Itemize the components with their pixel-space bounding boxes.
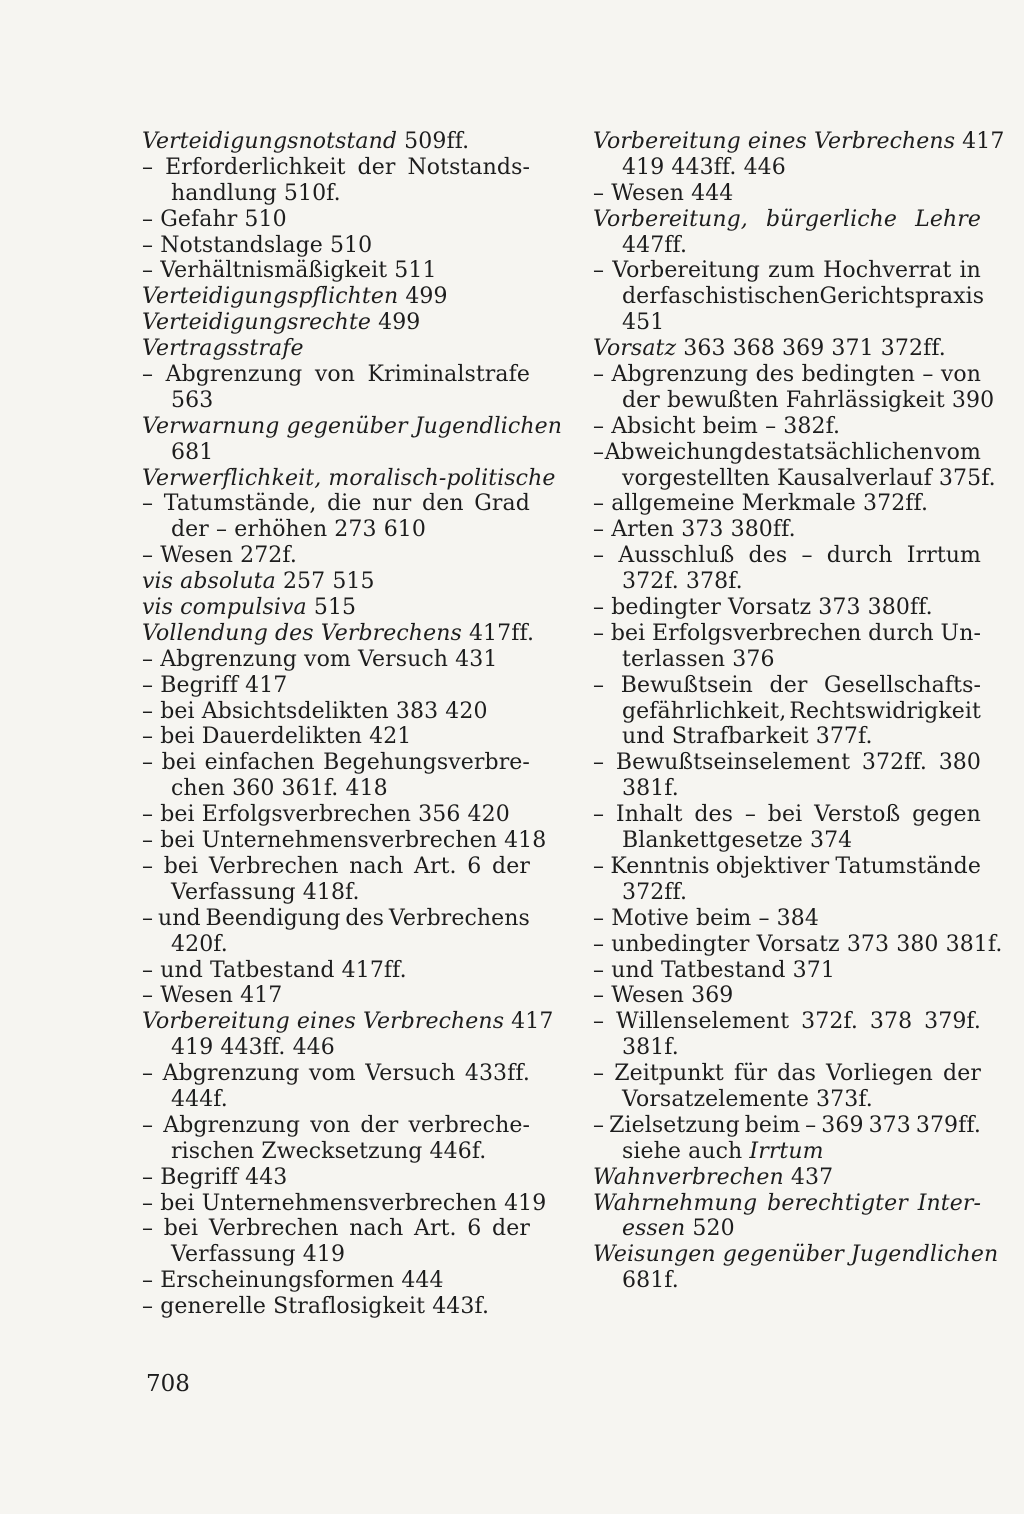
index-subentry-text: – Begriff 443 (142, 1164, 288, 1190)
index-subentry-text: 372f. 378f. (622, 569, 743, 595)
index-word: vom (934, 439, 981, 465)
index-heading (142, 284, 530, 310)
index-word: Ausschluß (618, 543, 735, 569)
index-subentry (593, 362, 981, 388)
index-word: des (755, 362, 795, 388)
index-subentry (593, 284, 985, 310)
index-subentry-text: – bedingter Vorsatz 373 380ff. (593, 595, 933, 621)
index-word: – (142, 154, 154, 180)
index-subentry (593, 310, 981, 336)
index-word: Grad (474, 491, 530, 517)
index-subentry (142, 828, 547, 854)
index-subentry (593, 569, 981, 595)
index-subentry (142, 1216, 530, 1242)
index-subentry-text: – Motive beim – 384 (593, 905, 819, 931)
index-subentry-text: 381f. (622, 776, 679, 802)
index-subentry (142, 958, 530, 984)
index-word: – (142, 1112, 154, 1138)
index-word: Irrtum (906, 543, 981, 569)
index-subentry (593, 1035, 981, 1061)
index-word: bei (163, 853, 199, 879)
index-word: – (801, 543, 813, 569)
index-word: Bewußtseinselement (615, 750, 851, 776)
index-word: Art. (414, 853, 457, 879)
index-word: – (922, 362, 934, 388)
index-subentry (142, 1268, 530, 1294)
index-heading-term: Verwerflichkeit, moralisch-politische (142, 465, 556, 491)
index-word: der (357, 154, 396, 180)
index-subentry (142, 362, 530, 388)
index-subentry-text: 451 (622, 310, 665, 336)
index-word: von (940, 362, 981, 388)
index-word: Gerichtspraxis (819, 284, 985, 310)
index-page-refs: 520 (685, 1216, 735, 1242)
index-word: – (593, 620, 605, 646)
index-word: 372ff. (861, 750, 927, 776)
index-subentry (593, 673, 981, 699)
index-word: zum (768, 258, 815, 284)
index-subentry (142, 388, 530, 414)
index-subentry-text: Verfassung 419 (171, 1242, 346, 1268)
index-subentry (593, 750, 981, 776)
index-page-refs: 417 (955, 129, 1005, 154)
index-subentry (142, 233, 530, 259)
index-heading (142, 569, 530, 595)
index-subentry (142, 880, 530, 906)
index-heading (593, 207, 981, 233)
index-word: und (157, 905, 201, 931)
index-word: des (748, 543, 788, 569)
index-page-refs: 257 515 (275, 569, 375, 595)
index-word: Zielsetzung (609, 1112, 740, 1138)
index-word: – (593, 543, 605, 569)
index-word: des (694, 802, 734, 828)
index-subentry (142, 854, 530, 880)
index-subentry-text: – Gefahr 510 (142, 206, 287, 232)
index-subentry-text: – generelle Straflosigkeit 443f. (142, 1294, 490, 1320)
index-subentry-text: 420f. (171, 931, 228, 957)
index-word: 379f. (924, 1009, 981, 1035)
index-word: gegen (912, 802, 981, 828)
index-word: – (593, 1112, 605, 1138)
index-subentry (593, 621, 981, 647)
index-word: Verbrechen (208, 853, 339, 879)
index-subentry-text: – bei Dauerdelikten 421 (142, 724, 412, 750)
index-subentry-text: – bei Unternehmensverbrechen 418 (142, 828, 547, 854)
index-heading-word: berechtigter (767, 1190, 908, 1216)
index-subentry-text: – Erscheinungsformen 444 (142, 1268, 444, 1294)
index-heading-term: Wahnverbrechen (593, 1164, 784, 1190)
index-subentry (142, 1294, 530, 1320)
index-subentry-text: Vorsatzelemente 373f. (622, 1086, 873, 1112)
index-subentry (593, 828, 981, 854)
index-word: – (593, 1061, 605, 1087)
index-subentry (142, 802, 530, 828)
index-subentry-text: 381f. (622, 1035, 679, 1061)
index-page-refs: 499 (371, 310, 421, 336)
index-word: nach (349, 1216, 404, 1242)
index-subentry-text: 563 (171, 387, 214, 413)
index-heading (593, 129, 1005, 155)
index-word: einfachen (204, 750, 315, 776)
index-heading-word: bürgerliche (765, 206, 898, 232)
index-word: Kenntnis (610, 853, 710, 879)
index-subentry-text: Verfassung 418f. (171, 879, 360, 905)
index-word: – (744, 802, 756, 828)
index-subentry-text: – bei Unternehmensverbrechen 419 (142, 1190, 547, 1216)
index-subentry (142, 673, 530, 699)
index-subentry (593, 699, 981, 725)
index-word: von (310, 1112, 351, 1138)
index-heading (593, 336, 981, 362)
index-subentry-text: – Notstandslage 510 (142, 232, 373, 258)
index-heading (142, 595, 530, 621)
index-word: Beendigung (205, 905, 341, 931)
index-heading-term: Verteidigungsrechte (142, 310, 372, 336)
index-word: bei (163, 1216, 199, 1242)
index-subentry (142, 491, 530, 517)
index-subentry (142, 776, 530, 802)
index-cross-reference: Irrtum (749, 1138, 824, 1164)
index-subentry (593, 958, 981, 984)
index-heading (142, 1009, 554, 1035)
index-heading-term: vis absoluta (142, 569, 276, 595)
index-heading (142, 620, 535, 647)
index-word: 373 (868, 1112, 911, 1138)
index-word: nur (372, 491, 412, 517)
index-subentry (593, 906, 981, 932)
index-subentry (142, 1087, 530, 1113)
index-subentry (142, 750, 530, 776)
index-subentry-text: – Begriff 417 (142, 672, 288, 698)
index-word: bei (161, 750, 197, 776)
index-heading-word: Inter- (917, 1190, 981, 1216)
index-heading-term: Verwarnung gegenüber Jugendlichen (142, 413, 562, 439)
index-subentry-text: handlung 510f. (171, 180, 341, 206)
index-word: Art. (414, 1216, 457, 1242)
index-word: der (360, 1112, 399, 1138)
index-word: faschistischen (659, 284, 820, 310)
index-word: der (492, 853, 530, 879)
index-heading (593, 1242, 999, 1268)
index-word: beim (744, 1112, 801, 1138)
index-word: den (422, 491, 464, 517)
index-word: Willenselement (616, 1009, 790, 1035)
index-page-refs: 417 (504, 1009, 554, 1035)
index-subentry (142, 906, 530, 932)
index-word: Abgrenzung (165, 362, 303, 388)
index-subentry-text: rischen Zwecksetzung 446f. (171, 1138, 487, 1164)
index-subentry (593, 543, 981, 569)
index-page-refs: 509ff. (397, 129, 470, 154)
index-subentry-text: – Wesen 417 (142, 983, 283, 1009)
index-column-left (142, 129, 562, 1320)
index-word: Tatumstände (835, 853, 981, 879)
index-word: Rechtswidrigkeit (789, 698, 981, 724)
index-heading-term: vis compulsiva (142, 595, 307, 621)
index-subentry-text: – bei Absichtsdelikten 383 420 (142, 698, 488, 724)
index-subentry-text: – Wesen 369 (593, 983, 734, 1009)
index-subentry-text: – allgemeine Merkmale 372ff. (593, 491, 929, 517)
index-heading (142, 310, 530, 336)
index-heading (142, 129, 530, 155)
index-word: durch (868, 620, 934, 646)
index-subentry (142, 517, 530, 543)
index-subentry (593, 491, 981, 517)
index-subentry-text: der bewußten Fahrlässigkeit 390 (622, 387, 995, 413)
index-word: gefährlichkeit, (622, 698, 787, 724)
index-word: 372f. (801, 1009, 858, 1035)
index-subentry (142, 181, 530, 207)
index-subentry (142, 258, 530, 284)
index-word: 379ff. (915, 1112, 981, 1138)
index-heading-term: Vorbereitung eines Verbrechens (593, 129, 956, 154)
index-subentry-text: chen 360 361f. 418 (171, 776, 388, 802)
index-word: Zeitpunkt (614, 1061, 724, 1087)
index-subentry (593, 802, 981, 828)
index-subentry (593, 414, 981, 440)
index-subentry-text: – Wesen 444 (593, 180, 734, 206)
index-subentry-text: – Verhältnismäßigkeit 511 (142, 258, 437, 284)
index-subentry-text: 444f. (171, 1086, 228, 1112)
index-subentry (142, 440, 530, 466)
index-subentry (593, 983, 981, 1009)
index-subentry (593, 1087, 981, 1113)
index-subentry-text: der – erhöhen 273 610 (171, 517, 426, 543)
index-word: durch (826, 543, 893, 569)
index-word: das (777, 1061, 816, 1087)
index-word: – (142, 362, 154, 388)
index-heading (142, 413, 562, 440)
index-word: Abgrenzung (162, 1061, 300, 1087)
index-word: der (492, 1216, 530, 1242)
index-word: – (142, 750, 154, 776)
index-subentry-text: vorgestellten Kausalverlauf 375f. (622, 465, 996, 491)
index-word: 433ff. (464, 1061, 530, 1087)
index-word: – (142, 853, 154, 879)
index-subentry (593, 440, 981, 466)
index-subentry-text: 419 443ff. 446 (171, 1035, 335, 1061)
index-page-refs: 437 (783, 1164, 834, 1190)
index-heading-term: Vorbereitung eines Verbrechens (142, 1009, 505, 1035)
index-subentry-text: 681 (171, 439, 214, 465)
index-subentry-text: siehe auch (622, 1138, 750, 1164)
index-subentry-text: – und Tatbestand 371 (593, 957, 835, 983)
index-word: – (593, 672, 605, 698)
index-subentry (142, 647, 530, 673)
index-word: Hochverrat (823, 258, 952, 284)
index-page-refs: 417ff. (461, 620, 535, 646)
index-subentry (142, 207, 530, 233)
index-subentry (593, 854, 981, 880)
index-word: – (142, 1061, 154, 1087)
index-heading-word: Wahrnehmung (593, 1190, 758, 1216)
index-subentry (593, 1139, 981, 1165)
index-subentry (593, 1061, 981, 1087)
index-heading-term: Vertragsstrafe (142, 336, 304, 362)
index-subentry-text: 372ff. (622, 879, 688, 905)
index-word: – (142, 1216, 154, 1242)
index-word: nach (349, 853, 404, 879)
index-subentry (142, 1242, 530, 1268)
index-word: Abgrenzung (163, 1112, 301, 1138)
index-subentry-text: 447ff. (622, 232, 688, 258)
index-word: Un- (940, 620, 981, 646)
index-word: – (142, 905, 154, 931)
index-heading-term: Verteidigungspflichten (142, 284, 399, 310)
index-word: der (943, 1061, 981, 1087)
index-word: Abweichung (604, 439, 744, 465)
index-page-refs: 363 368 369 371 372ff. (676, 336, 946, 362)
index-word: 6 (467, 853, 482, 879)
index-subentry-text: – und Tatbestand 417ff. (142, 957, 407, 983)
index-subentry (142, 932, 530, 958)
index-word: Kriminalstrafe (367, 362, 530, 388)
index-subentry (142, 699, 530, 725)
index-subentry-text: – unbedingter Vorsatz 373 380 381f. (593, 931, 1003, 957)
index-subentry-text: – Absicht beim – 382f. (593, 413, 841, 439)
index-word: in (959, 258, 981, 284)
index-heading (142, 465, 556, 492)
index-word: Erfolgsverbrechen (652, 620, 862, 646)
index-word: 369 (821, 1112, 864, 1138)
index-word: die (327, 491, 362, 517)
index-word: bei (767, 802, 803, 828)
index-word: vom (308, 1061, 356, 1087)
index-subentry-text: – Wesen 272f. (142, 543, 297, 569)
index-word: für (733, 1061, 768, 1087)
index-word: Vorbereitung (612, 258, 760, 284)
index-word: 378 (869, 1009, 913, 1035)
index-subentry (142, 1190, 547, 1217)
index-word: Tatumstände, (163, 491, 317, 517)
page-number: 708 (146, 1371, 190, 1397)
index-word: Inhalt (615, 802, 683, 828)
index-heading (593, 1191, 981, 1217)
index-heading (593, 1165, 981, 1191)
index-column-right (593, 129, 1005, 1294)
index-heading-term: Vorsatz (593, 336, 677, 362)
index-subentry-text: Blankettgesetze 374 (622, 828, 853, 854)
index-subentry (142, 543, 530, 569)
index-heading-word: Lehre (915, 206, 981, 232)
index-subentry (593, 517, 981, 543)
index-subentry (593, 155, 981, 181)
index-word: – (593, 439, 605, 465)
index-subentry (142, 1035, 530, 1061)
index-subentry (593, 465, 996, 492)
index-word: Vorliegen (826, 1061, 933, 1087)
index-heading-term: essen (622, 1216, 686, 1242)
index-heading-term: Vollendung des Verbrechens (142, 620, 462, 646)
index-heading-term: Verteidigungsnotstand (142, 129, 398, 154)
index-word: von (314, 362, 355, 388)
index-subentry (593, 1009, 981, 1035)
index-word: Verbrechens (388, 905, 530, 931)
index-subentry (142, 155, 530, 181)
index-subentry (593, 258, 981, 284)
index-subentry-text: terlassen 376 (622, 646, 775, 672)
index-word: Erforderlichkeit (165, 154, 346, 180)
index-subentry-text: – Abgrenzung vom Versuch 431 (142, 646, 498, 672)
index-word: des (345, 905, 385, 931)
index-subentry (142, 983, 530, 1009)
index-heading (593, 1216, 981, 1242)
index-word: Gesellschafts- (824, 672, 981, 698)
index-subentry (593, 1113, 981, 1139)
index-heading (142, 336, 530, 362)
index-subentry (593, 387, 995, 414)
index-subentry-text: – Arten 373 380ff. (593, 517, 796, 543)
index-word: objektiver (715, 853, 830, 879)
index-subentry (142, 1165, 530, 1191)
index-word: Abgrenzung (611, 362, 749, 388)
index-word: – (593, 362, 605, 388)
index-subentry (142, 1139, 530, 1165)
index-word: Begehungsverbre- (323, 750, 530, 776)
index-word: – (593, 258, 605, 284)
index-page-refs: 515 (306, 595, 357, 621)
index-word: Verstoß (814, 802, 901, 828)
index-word: – (805, 1112, 817, 1138)
index-word: Versuch (365, 1061, 456, 1087)
index-subentry (142, 1113, 530, 1139)
index-word: – (593, 802, 605, 828)
index-word: Verbrechen (208, 1216, 339, 1242)
index-word: Bewußtsein (620, 672, 753, 698)
index-word: – (593, 750, 605, 776)
index-subentry (593, 1268, 981, 1294)
index-word: des (743, 439, 783, 465)
index-word: 380 (938, 750, 981, 776)
index-subentry (593, 181, 981, 207)
index-subentry-text: – bei Erfolgsverbrechen 356 420 (142, 802, 510, 828)
index-word: Notstands- (407, 154, 530, 180)
index-subentry-text: 419 443ff. 446 (622, 154, 786, 180)
index-subentry (593, 233, 981, 259)
index-heading-term: Weisungen gegenüber Jugendlichen (593, 1242, 999, 1268)
index-subentry (593, 931, 1003, 958)
index-word: – (142, 491, 154, 517)
index-page-refs: 499 (398, 284, 448, 310)
index-subentry (142, 1061, 530, 1087)
index-word: verbreche- (408, 1112, 530, 1138)
index-word: 6 (467, 1216, 482, 1242)
index-word: der (769, 672, 808, 698)
index-subentry (593, 724, 981, 750)
index-subentry (593, 880, 981, 906)
index-word: bei (610, 620, 646, 646)
index-word: der (622, 284, 660, 310)
index-subentry (593, 647, 981, 673)
index-word: tatsächlichen (782, 439, 934, 465)
index-subentry (593, 776, 981, 802)
index-subentry (593, 595, 981, 621)
index-word: – (593, 853, 605, 879)
index-subentry (142, 724, 530, 750)
index-word: bedingten (801, 362, 916, 388)
index-heading-word: Vorbereitung, (593, 206, 748, 232)
index-word: – (593, 1009, 605, 1035)
index-subentry-text: und Strafbarkeit 377f. (622, 724, 873, 750)
index-subentry-text: 681f. (622, 1268, 679, 1294)
